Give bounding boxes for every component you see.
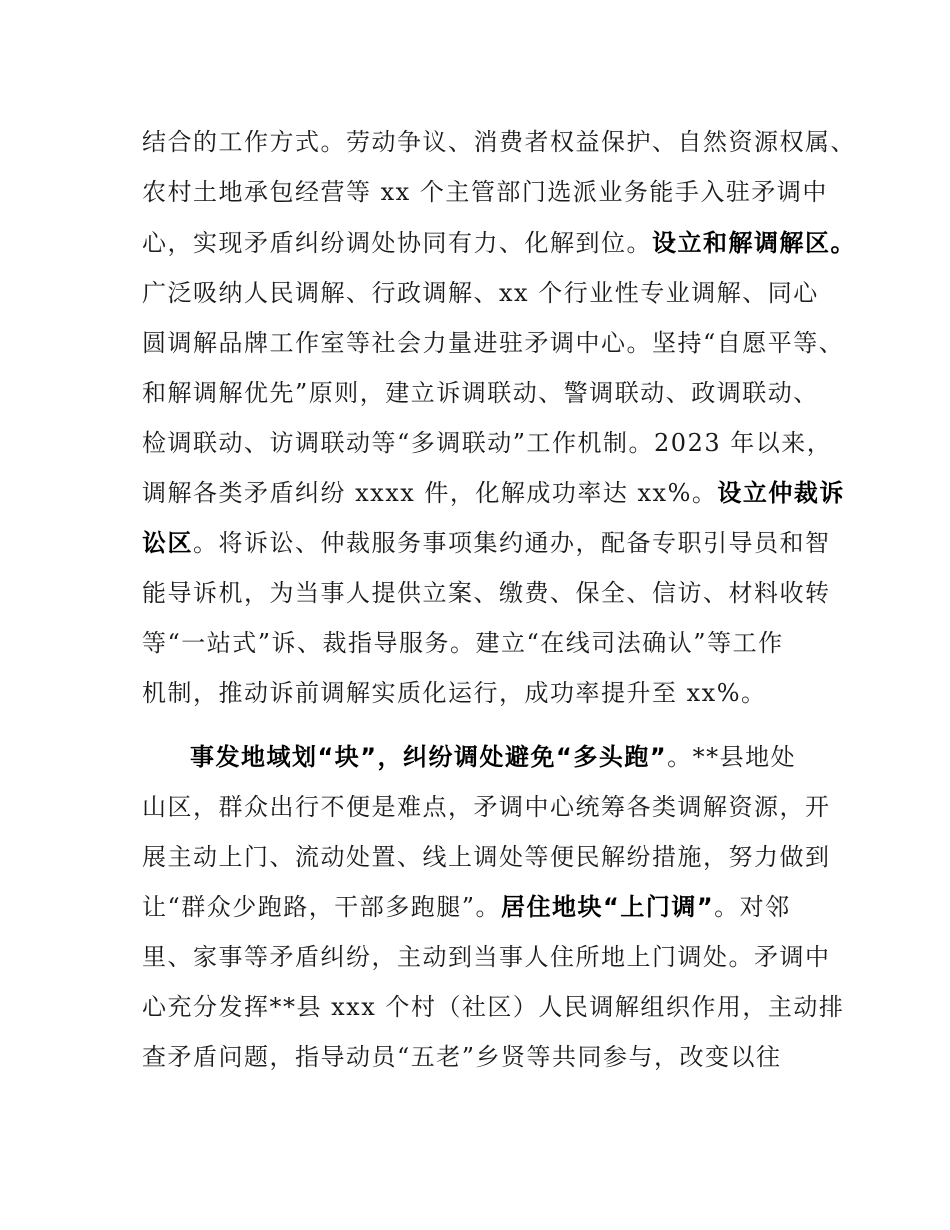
para1-line-2 xyxy=(142,175,828,209)
text-span: 机制，推动诉前调解实质化运行，成功率提升至 xx%。 xyxy=(142,679,767,707)
para1-line-7 xyxy=(142,426,832,460)
text-span: 农村土地承包经营等 xx 个主管部门选派业务能手入驻矛调中 xyxy=(142,178,828,206)
para1-line-9 xyxy=(142,526,831,560)
text-span: 心，实现矛盾纠纷调处协同有力、化解到位。 xyxy=(142,229,652,257)
text-span: 结合的工作方式。劳动争议、消费者权益保护、自然资源权属、 xyxy=(142,128,856,156)
text-span: 。对邻 xyxy=(714,893,791,921)
para2-line-3 xyxy=(142,840,831,874)
text-span: 查矛盾问题，指导动员“五老”乡贤等共同参与，改变以往 xyxy=(142,1043,782,1071)
bold-heading-span: 讼区 xyxy=(142,529,193,557)
text-span: 。将诉讼、仲裁服务事项集约通办，配备专职引导员和智 xyxy=(193,529,831,557)
text-span: 心充分发挥**县 xxx 个村（社区）人民调解组织作用，主动排 xyxy=(142,993,845,1021)
para1-line-5 xyxy=(142,326,844,360)
para1-line-4 xyxy=(142,276,819,310)
para1-line-11 xyxy=(142,626,784,660)
para2-line-2 xyxy=(142,790,831,824)
bold-heading-span: 事发地域划“块”，纠纷调处避免“多头跑” xyxy=(190,743,668,771)
bold-heading-span: 居住地块“上门调” xyxy=(501,893,715,921)
para1-line-10 xyxy=(142,576,831,610)
para1-line-6 xyxy=(142,376,819,410)
para2-line-1 xyxy=(190,740,796,774)
text-span: 圆调解品牌工作室等社会力量进驻矛调中心。坚持“自愿平等、 xyxy=(142,329,845,357)
text-span: 检调联动、访调联动等“多调联动”工作机制。2023 年以来， xyxy=(142,429,833,457)
bold-heading-span: 设立仲裁诉 xyxy=(717,479,845,507)
para2-line-7 xyxy=(142,1040,782,1074)
text-span: 让“群众少跑路，干部多跑腿”。 xyxy=(142,893,502,921)
text-span: 调解各类矛盾纠纷 xxxx 件，化解成功率达 xx%。 xyxy=(142,479,718,507)
para2-line-5 xyxy=(142,940,831,974)
text-span: 能导诉机，为当事人提供立案、缴费、保全、信访、材料收转 xyxy=(142,579,831,607)
para2-line-4 xyxy=(142,890,791,924)
para1-line-1 xyxy=(142,125,856,159)
text-span: 和解调解优先”原则，建立诉调联动、警调联动、政调联动、 xyxy=(142,379,819,407)
text-span: 等“一站式”诉、裁指导服务。建立“在线司法确认”等工作 xyxy=(142,629,784,657)
para2-line-6 xyxy=(142,990,844,1024)
text-span: 广泛吸纳人民调解、行政调解、xx 个行业性专业调解、同心 xyxy=(142,279,819,307)
para1-line-3 xyxy=(142,226,856,260)
text-span: 展主动上门、流动处置、线上调处等便民解纷措施，努力做到 xyxy=(142,843,831,871)
para1-line-12 xyxy=(142,676,767,710)
text-span: 山区，群众出行不便是难点，矛调中心统筹各类调解资源，开 xyxy=(142,793,831,821)
text-span: 里、家事等矛盾纠纷，主动到当事人住所地上门调处。矛调中 xyxy=(142,943,831,971)
bold-heading-span: 设立和解调解区。 xyxy=(652,229,856,257)
para1-line-8 xyxy=(142,476,845,510)
text-span: 。**县地处 xyxy=(667,743,797,771)
